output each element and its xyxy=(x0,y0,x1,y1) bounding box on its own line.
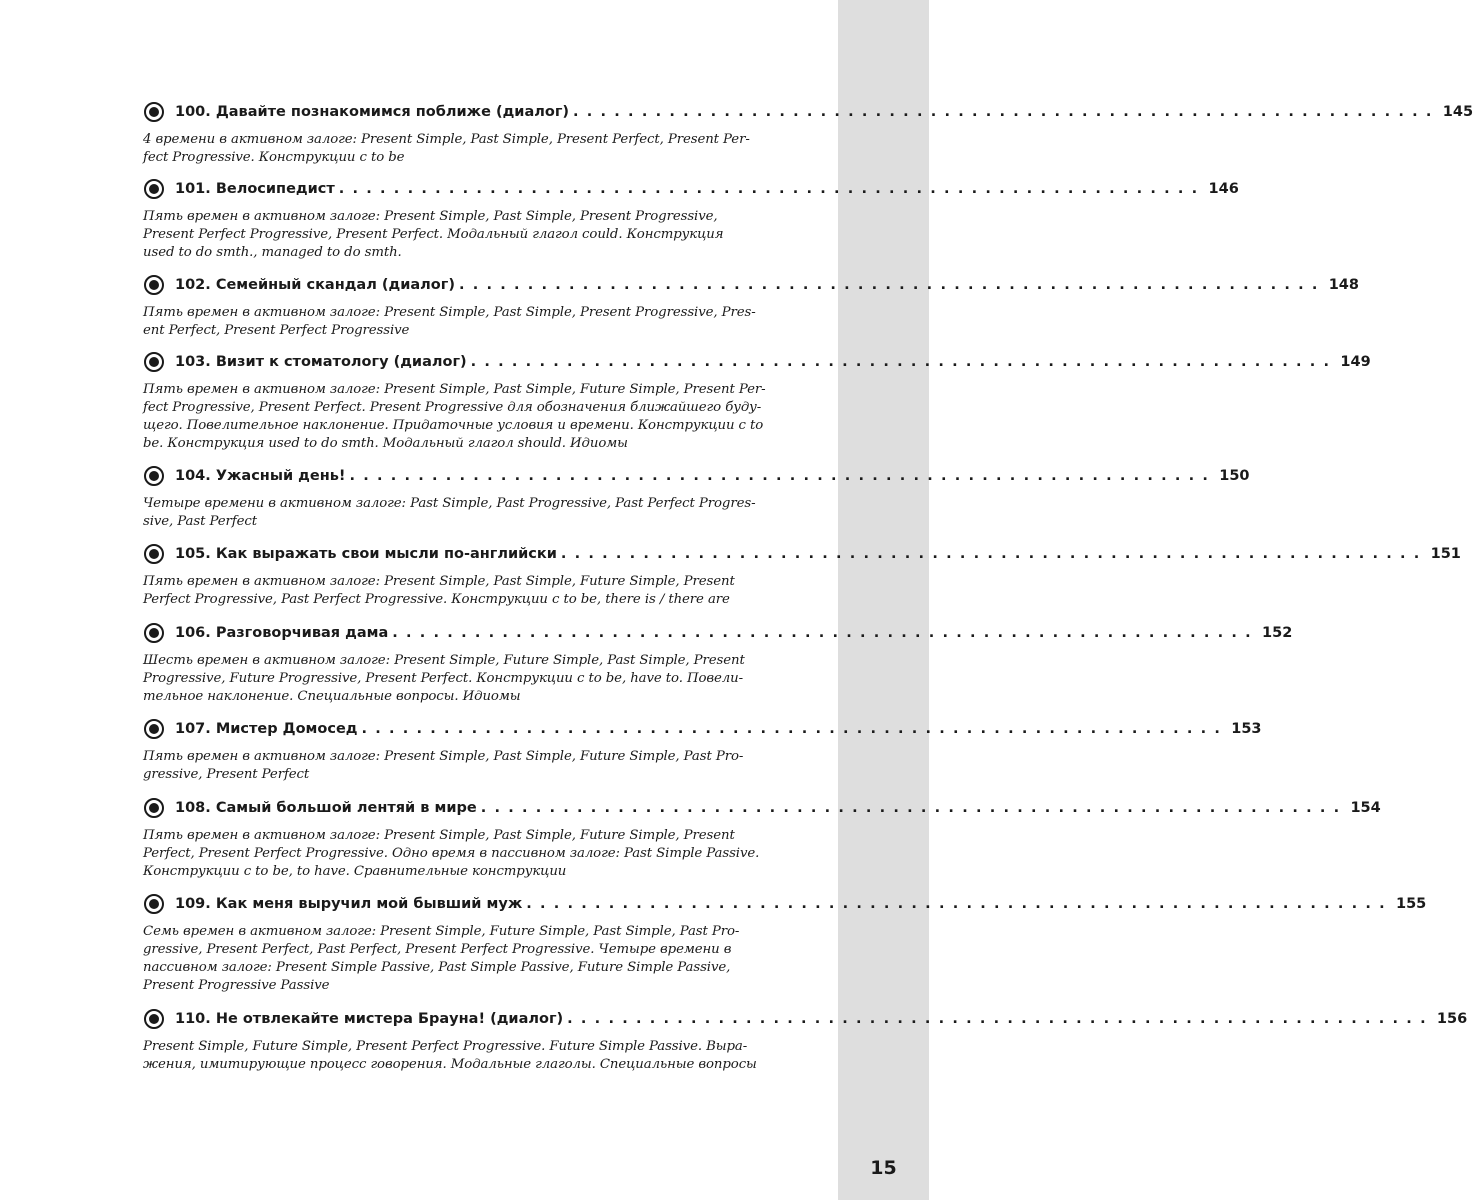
leader-dots: . . . . . . . . . . . . . . . . . . . . . . . . . . . . . . . . . . . . . . . . . . . . . . . . . . . . . . . . . . . . . . . xyxy=(526,896,1387,912)
description-line: Шесть времен в активном залоге: Present Simple, Future Simple, Past Simple, Present xyxy=(143,653,745,668)
leader-dots: . . . . . . . . . . . . . . . . . . . . . . . . . . . . . . . . . . . . . . . . . . . . . . . . . . . . . . . . . . . . . . . xyxy=(392,625,1253,641)
entry-page-number[interactable]: 149 xyxy=(1340,354,1371,370)
entry-description xyxy=(143,652,783,706)
entry-heading[interactable] xyxy=(143,271,1359,299)
entry-page-number[interactable]: 148 xyxy=(1328,277,1359,293)
entry-page-number[interactable]: 145 xyxy=(1442,104,1473,120)
description-line: gressive, Present Perfect, Past Perfect, Present Perfect Progressive. Четыре времени в xyxy=(143,942,732,957)
description-line: Present Simple, Future Simple, Present Perfect Progressive. Future Simple Passive. Выра- xyxy=(143,1039,748,1054)
entry-description xyxy=(143,131,783,167)
entry-description xyxy=(143,923,783,995)
entry-description xyxy=(143,495,783,531)
description-line: Progressive, Future Progressive, Present Perfect. Конструкции с to be, have to. Повели- xyxy=(143,671,744,686)
entry-title[interactable]: 110. Не отвлекайте мистера Брауна! (диалог) xyxy=(175,1011,564,1027)
entry-description xyxy=(143,381,783,453)
entry-page-number[interactable]: 154 xyxy=(1350,800,1381,816)
leader-dots: . . . . . . . . . . . . . . . . . . . . . . . . . . . . . . . . . . . . . . . . . . . . . . . . . . . . . . . . . . . . . . . xyxy=(470,354,1331,370)
entry-title[interactable]: 107. Мистер Домосед xyxy=(175,721,358,737)
description-line: щего. Повелительное наклонение. Придаточные условия и времени. Конструкции с to xyxy=(143,418,764,433)
description-line: Пять времен в активном залоге: Present Simple, Past Simple, Future Simple, Present xyxy=(143,574,735,589)
disc-bullet-icon xyxy=(144,894,164,914)
leader-dots: . . . . . . . . . . . . . . . . . . . . . . . . . . . . . . . . . . . . . . . . . . . . . . . . . . . . . . . . . . . . . . . xyxy=(560,546,1421,562)
entry-page-number[interactable]: 146 xyxy=(1208,181,1239,197)
leader-dots: . . . . . . . . . . . . . . . . . . . . . . . . . . . . . . . . . . . . . . . . . . . . . . . . . . . . . . . . . . . . . . . xyxy=(349,468,1210,484)
entry-heading[interactable] xyxy=(143,540,1461,568)
disc-bullet-icon xyxy=(144,275,164,295)
description-line: Perfect Progressive, Past Perfect Progressive. Конструкции с to be, there is / there are xyxy=(143,592,730,607)
toc-entry[interactable] xyxy=(143,462,1250,531)
page-number: 15 xyxy=(870,1157,897,1179)
toc-entry[interactable] xyxy=(143,175,1239,262)
description-line: Present Perfect Progressive, Present Perfect. Модальный глагол could. Конструкция xyxy=(143,227,724,242)
entry-description xyxy=(143,304,783,340)
description-line: fect Progressive, Present Perfect. Present Progressive для обозначения ближайшего буду- xyxy=(143,400,762,415)
description-line: Пять времен в активном залоге: Present Simple, Past Simple, Present Progressive, Pres- xyxy=(143,305,756,320)
toc-entry[interactable] xyxy=(143,619,1293,706)
entry-title[interactable]: 108. Самый большой лентяй в мире xyxy=(175,800,477,816)
leader-dots: . . . . . . . . . . . . . . . . . . . . . . . . . . . . . . . . . . . . . . . . . . . . . . . . . . . . . . . . . . . . . . . xyxy=(361,721,1222,737)
description-line: пассивном залоге: Present Simple Passive, Past Simple Passive, Future Simple Passive, xyxy=(143,960,731,975)
leader-dots: . . . . . . . . . . . . . . . . . . . . . . . . . . . . . . . . . . . . . . . . . . . . . . . . . . . . . . . . . . . . . . . xyxy=(480,800,1341,816)
entry-page-number[interactable]: 156 xyxy=(1436,1011,1468,1027)
toc-entry[interactable] xyxy=(143,715,1262,784)
toc-entry[interactable] xyxy=(143,794,1381,881)
description-line: Пять времен в активном залоге: Present Simple, Past Simple, Future Simple, Present xyxy=(143,828,735,843)
entry-page-number[interactable]: 153 xyxy=(1231,721,1262,737)
entry-heading[interactable] xyxy=(143,890,1427,918)
entry-heading[interactable] xyxy=(143,715,1262,743)
disc-bullet-icon xyxy=(144,466,164,486)
leader-dots: . . . . . . . . . . . . . . . . . . . . . . . . . . . . . . . . . . . . . . . . . . . . . . . . . . . . . . . . . . . . . . . xyxy=(458,277,1319,293)
toc-entry[interactable] xyxy=(143,348,1371,453)
description-line: used to do smth., managed to do smth. xyxy=(143,245,402,260)
entry-heading[interactable] xyxy=(143,619,1293,647)
entry-heading[interactable] xyxy=(143,175,1239,203)
entry-title[interactable]: 104. Ужасный день! xyxy=(175,468,346,484)
leader-dots: . . . . . . . . . . . . . . . . . . . . . . . . . . . . . . . . . . . . . . . . . . . . . . . . . . . . . . . . . . . . . . . xyxy=(338,181,1199,197)
toc-entry[interactable] xyxy=(143,271,1359,340)
description-line: Пять времен в активном залоге: Present Simple, Past Simple, Future Simple, Past Pro- xyxy=(143,749,744,764)
entry-page-number[interactable]: 150 xyxy=(1219,468,1250,484)
entry-description xyxy=(143,827,783,881)
entry-description xyxy=(143,208,783,262)
entry-title[interactable]: 106. Разговорчивая дама xyxy=(175,625,389,641)
entry-description xyxy=(143,573,783,609)
description-line: Семь времен в активном залоге: Present Simple, Future Simple, Past Simple, Past Pro- xyxy=(143,924,740,939)
entry-heading[interactable] xyxy=(143,348,1371,376)
disc-bullet-icon xyxy=(144,1009,164,1029)
entry-heading[interactable] xyxy=(143,98,1473,126)
disc-bullet-icon xyxy=(144,719,164,739)
description-line: Конструкции с to be, to have. Сравнительные конструкции xyxy=(143,864,567,879)
toc-entry[interactable] xyxy=(143,540,1461,609)
disc-bullet-icon xyxy=(144,544,164,564)
entry-title[interactable]: 105. Как выражать свои мысли по-английски xyxy=(175,546,557,562)
entry-heading[interactable] xyxy=(143,1005,1468,1033)
description-line: Четыре времени в активном залоге: Past Simple, Past Progressive, Past Perfect Progres- xyxy=(143,496,756,511)
disc-bullet-icon xyxy=(144,102,164,122)
disc-bullet-icon xyxy=(144,623,164,643)
description-line: fect Progressive. Конструкции с to be xyxy=(143,150,405,165)
entry-page-number[interactable]: 155 xyxy=(1395,896,1427,912)
entry-heading[interactable] xyxy=(143,462,1250,490)
leader-dots: . . . . . . . . . . . . . . . . . . . . . . . . . . . . . . . . . . . . . . . . . . . . . . . . . . . . . . . . . . . . . . . xyxy=(573,104,1434,120)
description-line: Пять времен в активном залоге: Present Simple, Past Simple, Present Progressive, xyxy=(143,209,718,224)
description-line: be. Конструкция used to do smth. Модальный глагол should. Идиомы xyxy=(143,436,628,451)
disc-bullet-icon xyxy=(144,798,164,818)
toc-entry[interactable] xyxy=(143,1005,1468,1074)
description-line: тельное наклонение. Специальные вопросы. Идиомы xyxy=(143,689,521,704)
description-line: Present Progressive Passive xyxy=(143,978,330,993)
toc-entry[interactable] xyxy=(143,890,1427,995)
entry-title[interactable]: 100. Давайте познакомимся поближе (диалог) xyxy=(175,104,570,120)
entry-title[interactable]: 103. Визит к стоматологу (диалог) xyxy=(175,354,467,370)
entry-title[interactable]: 102. Семейный скандал (диалог) xyxy=(175,277,455,293)
disc-bullet-icon xyxy=(144,179,164,199)
entry-title[interactable]: 109. Как меня выручил мой бывший муж xyxy=(175,896,523,912)
description-line: gressive, Present Perfect xyxy=(143,767,310,782)
leader-dots: . . . . . . . . . . . . . . . . . . . . . . . . . . . . . . . . . . . . . . . . . . . . . . . . . . . . . . . . . . . . . . . xyxy=(567,1011,1428,1027)
entry-description xyxy=(143,748,783,784)
description-line: Perfect, Present Perfect Progressive. Одно время в пассивном залоге: Past Simple Passive. xyxy=(143,846,760,861)
description-line: жения, имитирующие процесс говорения. Модальные глаголы. Специальные вопросы xyxy=(143,1057,757,1072)
description-line: 4 времени в активном залоге: Present Simple, Past Simple, Present Perfect, Present Per- xyxy=(143,132,750,147)
entry-heading[interactable] xyxy=(143,794,1381,822)
entry-title[interactable]: 101. Велосипедист xyxy=(175,181,335,197)
entry-description xyxy=(143,1038,783,1074)
description-line: Пять времен в активном залоге: Present Simple, Past Simple, Future Simple, Present Per- xyxy=(143,382,766,397)
disc-bullet-icon xyxy=(144,352,164,372)
entry-page-number[interactable]: 152 xyxy=(1262,625,1293,641)
entry-page-number[interactable]: 151 xyxy=(1430,546,1461,562)
description-line: sive, Past Perfect xyxy=(143,514,257,529)
toc-entry[interactable] xyxy=(143,98,1473,167)
description-line: ent Perfect, Present Perfect Progressive xyxy=(143,323,410,338)
